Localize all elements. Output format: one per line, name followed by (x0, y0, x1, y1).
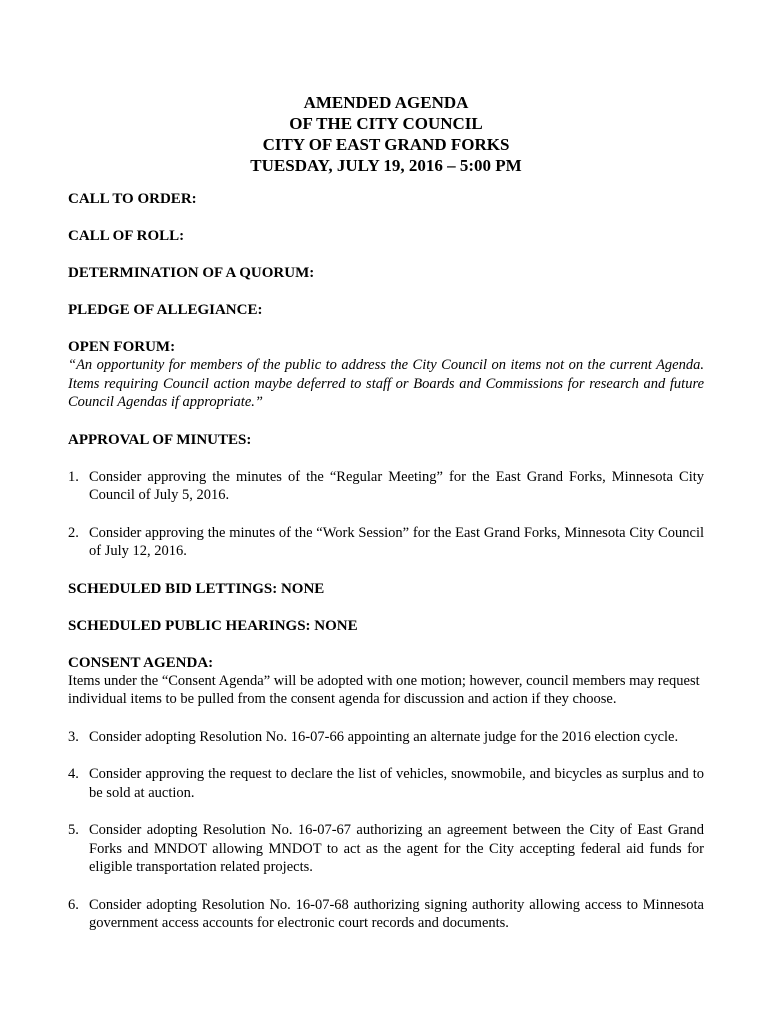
pledge-heading: PLEDGE OF ALLEGIANCE: (68, 302, 263, 318)
public-hearings-heading: SCHEDULED PUBLIC HEARINGS: NONE (68, 617, 358, 634)
approval-minutes-heading: APPROVAL OF MINUTES: (68, 431, 252, 448)
consent-agenda-text: Items under the “Consent Agenda” will be adopted with one motion; however, council members may request individual items to be pulled from the consent agenda for discussion and action if they choose. (68, 672, 700, 707)
agenda-page (68, 92, 704, 933)
list-item (68, 524, 704, 561)
item-text: Consider adopting Resolution No. 16-07-67 authorizing an agreement between the City of East Grand Forks and MNDOT allowing MNDOT to act as the agent for the City accepting federal aid funds for eligible transportation related projects. (89, 822, 704, 875)
list-item (68, 896, 704, 933)
item-text: Consider approving the minutes of the “Regular Meeting” for the East Grand Forks, Minnesota City Council of July 5, 2016. (89, 468, 704, 503)
item-text: Consider approving the minutes of the “Work Session” for the East Grand Forks, Minnesota City Council of July 12, 2016. (89, 524, 704, 559)
list-item (68, 728, 704, 747)
agenda-title (68, 92, 704, 176)
call-of-roll-heading: CALL OF ROLL: (68, 228, 185, 244)
bid-lettings-heading: SCHEDULED BID LETTINGS: NONE (68, 580, 325, 597)
call-to-order-heading: CALL TO ORDER: (68, 191, 197, 207)
item-text: Consider approving the request to declare the list of vehicles, snowmobile, and bicycles as surplus and to be sold at auction. (89, 766, 704, 801)
open-forum-heading: OPEN FORUM: (68, 339, 176, 355)
item-text: Consider adopting Resolution No. 16-07-66 appointing an alternate judge for the 2016 election cycle. (89, 728, 679, 745)
open-forum-text: “An opportunity for members of the public to address the City Council on items not on the current Agenda. Items requiring Council action maybe deferred to staff or Boards and Commissions for research and future Council Agendas if appropriate.” (68, 357, 704, 410)
list-item (68, 821, 704, 877)
title-line: OF THE CITY COUNCIL (289, 114, 483, 133)
item-text: Consider adopting Resolution No. 16-07-68 authorizing signing authority allowing access to Minnesota government access accounts for electronic court records and documents. (89, 896, 704, 931)
item-number: 3. (68, 728, 79, 745)
consent-agenda-heading: CONSENT AGENDA: (68, 654, 214, 671)
list-item (68, 468, 704, 505)
item-number: 5. (68, 822, 79, 838)
item-number: 1. (68, 468, 79, 485)
item-number: 4. (68, 766, 79, 782)
title-line: CITY OF EAST GRAND FORKS (262, 135, 510, 154)
item-number: 2. (68, 524, 79, 541)
quorum-heading: DETERMINATION OF A QUORUM: (68, 265, 315, 281)
title-line: AMENDED AGENDA (303, 93, 469, 112)
title-line: TUESDAY, JULY 19, 2016 – 5:00 PM (250, 156, 522, 175)
item-number: 6. (68, 896, 79, 913)
list-item (68, 765, 704, 802)
